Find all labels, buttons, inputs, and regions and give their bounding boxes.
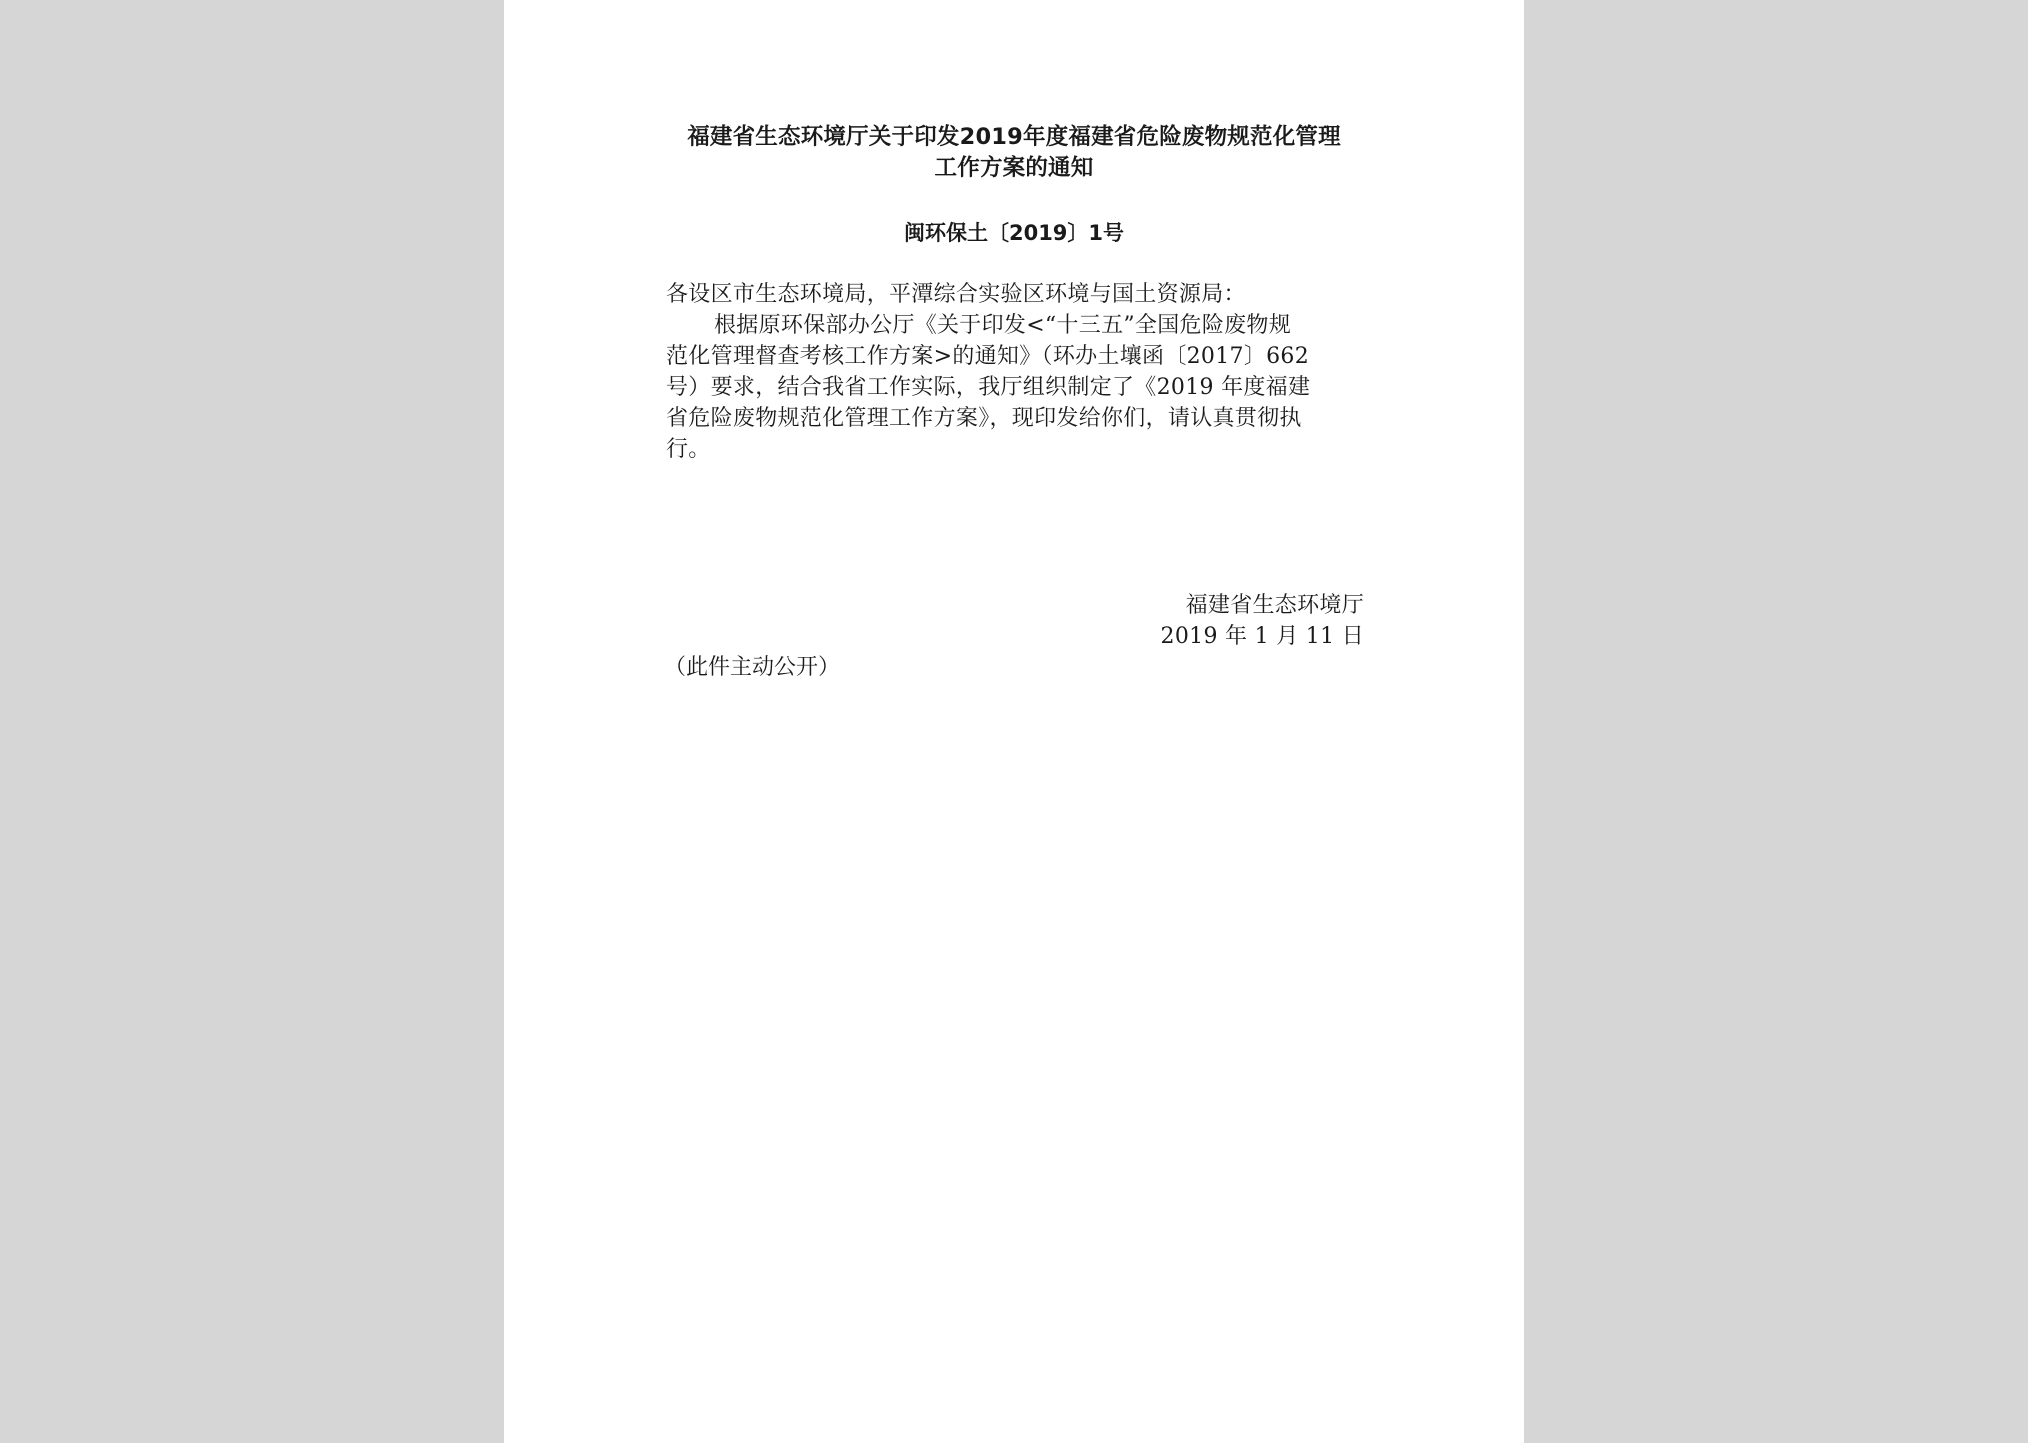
document-number: 闽环保土〔2019〕1号	[903, 221, 1125, 245]
title-line-1: 福建省生态环境厅关于印发2019年度福建省危险废物规范化管理	[687, 124, 1341, 150]
signature-block	[1161, 590, 1364, 652]
signature-organization: 福建省生态环境厅	[1185, 593, 1364, 618]
title-line-2: 工作方案的通知	[934, 155, 1094, 181]
document-page	[504, 0, 1524, 1443]
body-line-1: 根据原环保部办公厅《关于印发<“十三五”全国危险废物规	[714, 313, 1292, 338]
signature-date: 2019 年 1 月 11 日	[1160, 624, 1364, 649]
body-line-4: 省危险废物规范化管理工作方案》，现印发给你们，请认真贯彻执	[666, 406, 1302, 431]
document-title	[664, 122, 1364, 184]
public-disclosure-note: （此件主动公开）	[664, 655, 841, 680]
body-paragraph	[666, 310, 1366, 465]
body-line-5: 行。	[666, 437, 711, 462]
salutation: 各设区市生态环境局，平潭综合实验区环境与国土资源局：	[666, 282, 1246, 307]
body-line-2: 范化管理督查考核工作方案>的通知》（环办土壤函〔2017〕662	[666, 344, 1310, 369]
body-line-3: 号）要求，结合我省工作实际，我厅组织制定了《2019 年度福建	[666, 375, 1311, 400]
